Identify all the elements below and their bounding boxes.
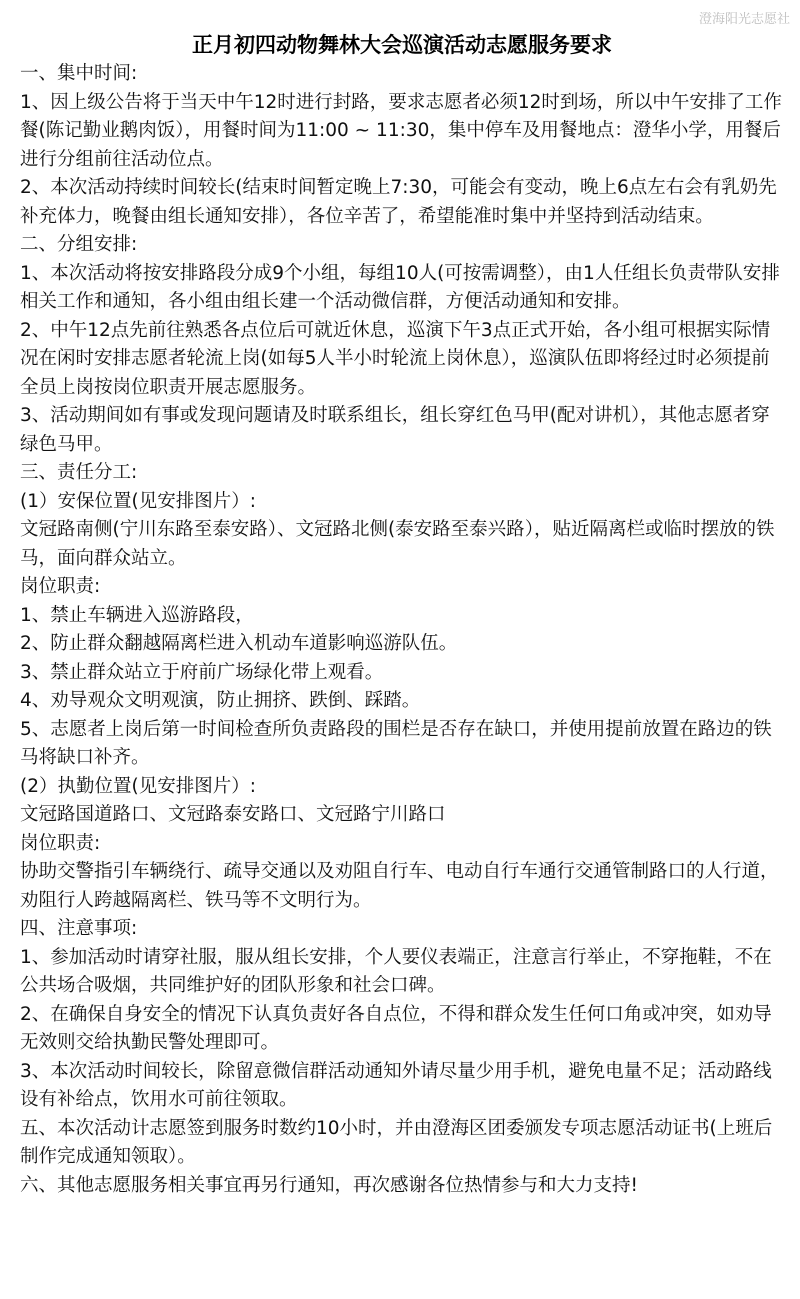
paragraph: 1、本次活动将按安排路段分成9个小组，每组10人(可按需调整），由1人任组长负责带队安排相关工作和通知，各小组由组长建一个活动微信群，方便活动通知和安排。	[20, 262, 780, 312]
subheading-responsibilities: 岗位职责:	[20, 832, 101, 854]
section-heading-duties: 三、责任分工:	[20, 462, 138, 483]
section-heading-grouping: 二、分组安排:	[20, 234, 138, 255]
paragraph: 2、中午12点先前往熟悉各点位后可就近休息，巡演下午3点正式开始，各小组可根据实际情况在闲时安排志愿者轮流上岗(如每5人半小时轮流上岗休息），巡演队伍即将经过时必须提前全员上岗按岗位职责开展志愿服务。	[20, 319, 771, 398]
section-heading-time: 一、集中时间:	[20, 63, 138, 84]
paragraph: 1、因上级公告将于当天中午12时进行封路，要求志愿者必须12时到场，所以中午安排了工作餐(陈记勤业鹅肉饭），用餐时间为11:00 ~ 11:30，集中停车及用餐地点：澄华小学，用餐后进行分组前往活动位点。	[20, 91, 782, 170]
subheading-security: (1）安保位置(见安排图片）:	[20, 490, 256, 512]
list-item: 3、禁止群众站立于府前广场绿化带上观看。	[20, 661, 384, 683]
watermark-text: 澄海阳光志愿社	[698, 12, 790, 27]
subheading-traffic: (2）执勤位置(见安排图片）:	[20, 775, 256, 797]
list-item: 2、在确保自身安全的情况下认真负责好各自点位，不得和群众发生任何口角或冲突，如劝导无效则交给执勤民警处理即可。	[20, 1003, 772, 1053]
list-item: 2、防止群众翻越隔离栏进入机动车道影响巡游队伍。	[20, 633, 458, 654]
list-item: 1、禁止车辆进入巡游路段，	[20, 604, 254, 626]
list-item: 3、本次活动时间较长，除留意微信群活动通知外请尽量少用手机，避免电量不足；活动路线设有补给点，饮用水可前往领取。	[20, 1060, 772, 1110]
list-item: 4、劝导观众文明观演，防止拥挤、跌倒、踩踏。	[20, 690, 421, 711]
subheading-responsibilities: 岗位职责:	[20, 576, 101, 597]
list-item: 5、志愿者上岗后第一时间检查所负责路段的围栏是否存在缺口，并使用提前放置在路边的铁马将缺口补齐。	[20, 718, 772, 768]
document-title: 正月初四动物舞林大会巡演活动志愿服务要求	[192, 33, 612, 57]
list-item: 1、参加活动时请穿社服，服从组长安排，个人要仪表端正，注意言行举止，不穿拖鞋，不在公共场合吸烟，共同维护好的团队形象和社会口碑。	[20, 946, 772, 996]
paragraph: 文冠路国道路口、文冠路泰安路口、文冠路宁川路口	[20, 804, 446, 825]
section-heading-closing: 六、其他志愿服务相关事宜再另行通知，再次感谢各位热情参与和大力支持!	[20, 1174, 638, 1196]
paragraph: 2、本次活动持续时间较长(结束时间暂定晚上7:30，可能会有变动，晚上6点左右会有乳奶先补充体力，晚餐由组长通知安排），各位辛苦了，希望能准时集中并坚持到活动结束。	[20, 177, 777, 227]
document-body	[20, 30, 784, 1200]
section-heading-notes: 四、注意事项:	[20, 918, 138, 939]
paragraph: 3、活动期间如有事或发现问题请及时联系组长，组长穿红色马甲(配对讲机），其他志愿者穿绿色马甲。	[20, 405, 770, 455]
paragraph: 文冠路南侧(宁川东路至泰安路）、文冠路北侧(泰安路至泰兴路），贴近隔离栏或临时摆放的铁马，面向群众站立。	[20, 519, 775, 569]
section-heading-certificate: 五、本次活动计志愿签到服务时数约10小时，并由澄海区团委颁发专项志愿活动证书(上班后制作完成通知领取）。	[20, 1117, 773, 1167]
paragraph: 协助交警指引车辆绕行、疏导交通以及劝阻自行车、电动自行车通行交通管制路口的人行道，劝阻行人跨越隔离栏、铁马等不文明行为。	[20, 861, 779, 911]
